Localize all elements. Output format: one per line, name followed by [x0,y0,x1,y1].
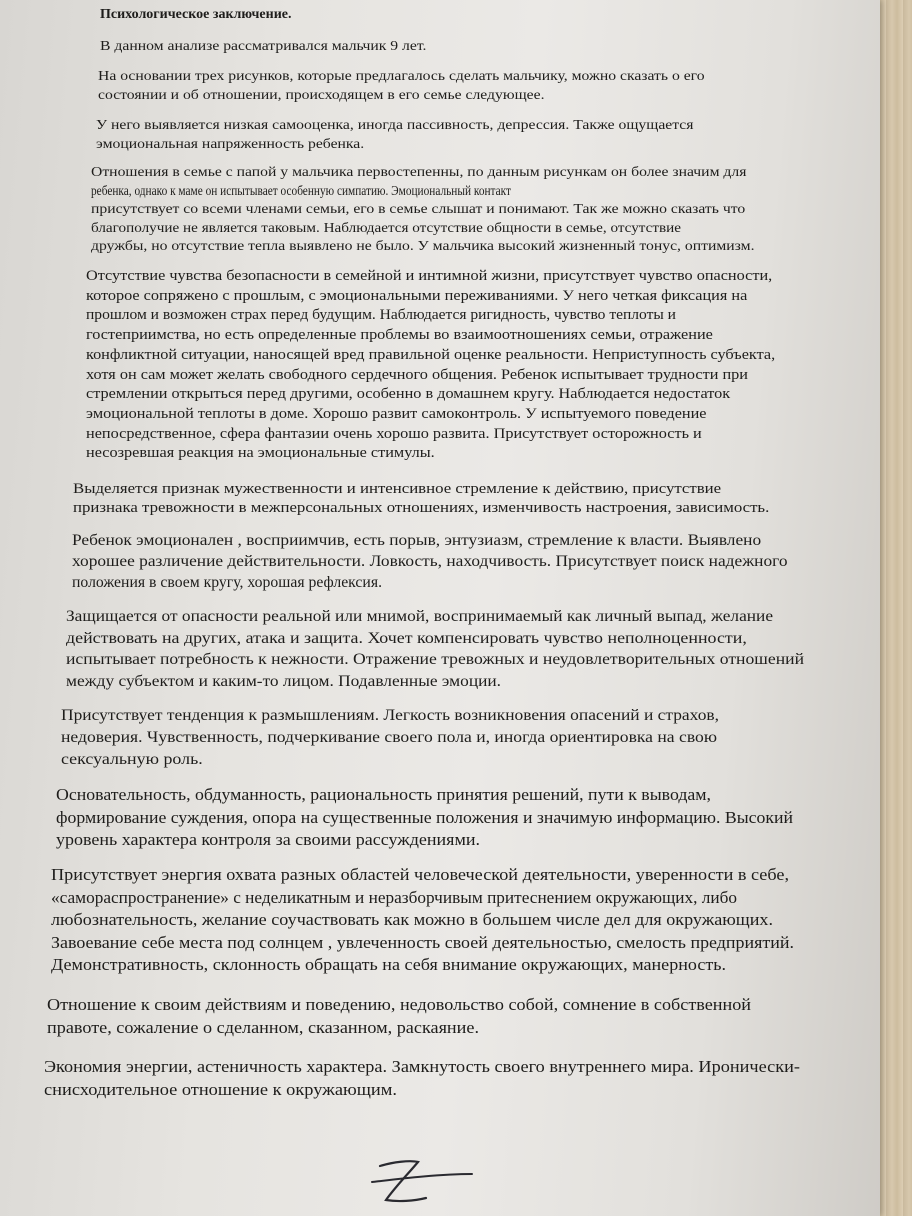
text-line: эмоциональная напряженность ребенка. [96,137,365,152]
text-line: испытывает потребность к нежности. Отражение тревожных и неудовлетворительных отношений [66,651,804,668]
text-line: Основательность, обдуманность, рациональность принятия решений, пути к выводам, [56,785,711,804]
text-line: присутствует со всеми членами семьи, его в семье слышат и понимают. Так же можно сказать что [91,202,746,217]
text-line: конфликтной ситуации, наносящей вред правильной оценке реальности. Неприступность субъекта, [86,346,776,363]
text-line: Ребенок эмоционален , восприимчив, есть порыв, энтузиазм, стремление к власти. Выявлено [72,532,762,549]
text-line: формирование суждения, опора на существенные положения и значимую информацию. Высокий [56,807,794,827]
text-line: действовать на других, атака и защита. Хочет компенсировать чувство неполноценности, [66,629,747,647]
text-line: Защищается от опасности реальной или мнимой, воспринимаемый как личный выпад, желание [66,608,774,625]
text-line: положения в своем кругу, хорошая рефлексия. [72,574,383,591]
text-line: несозревшая реакция на эмоциональные стимулы. [86,445,435,462]
text-line: между субъектом и каким-то лицом. Подавленные эмоции. [66,672,501,690]
text-line: Выделяется признак мужественности и интенсивное стремление к действию, присутствие [73,481,722,497]
text-line: ребенка, однако к маме он испытывает особенную симпатию. Эмоциональный контакт [91,183,511,199]
text-line: Присутствует тенденция к размышлениям. Легкость возникновения опасений и страхов, [61,707,720,724]
text-line: Присутствует энергия охвата разных областей человеческой деятельности, уверенности в себе, [51,865,790,884]
text-line: любознательность, желание соучаствовать как можно в большем числе дел для окружающих. [51,910,774,929]
handwritten-page-number [368,1152,478,1212]
text-line: сексуальную роль. [61,751,203,768]
text-line: Экономия энергии, астеничность характера. Замкнутость своего внутреннего мира. Иронически- [44,1057,800,1076]
text-line: На основании трех рисунков, которые предлагалось сделать мальчику, можно сказать о его [98,69,705,84]
text-line: непосредственное, сфера фантазии очень хорошо развита. Присутствует осторожность и [86,425,702,442]
text-line: Отсутствие чувства безопасности в семейной и интимной жизни, присутствует чувство опасности, [86,268,773,284]
text-line: недоверия. Чувственность, подчеркивание своего пола и, иногда ориентировка на свою [61,729,717,746]
text-line: У него выявляется низкая самооценка, иногда пассивность, депрессия. Также ощущается [96,118,694,133]
text-line: Отношение к своим действиям и поведению, недовольство собой, сомнение в собственной [47,995,752,1014]
text-line: признака тревожности в межперсональных отношениях, изменчивость настроения, зависимость. [73,500,770,516]
text-line: прошлом и возможен страх перед будущим. Наблюдается ригидность, чувство теплоты и [86,307,676,324]
text-line: В данном анализе рассматривался мальчик 9 лет. [100,39,427,54]
text-line: «самораспространение» с неделикатным и неразборчивым притеснением окружающих, либо [51,887,737,907]
text-line: Отношения в семье с папой у мальчика первостепенны, по данным рисункам он более значим для [91,165,747,180]
text-line: гостеприимства, но есть определенные проблемы во взаимоотношениях семьи, отражение [86,327,713,344]
text-line: Завоевание себе места под солнцем , увлеченность своей деятельностью, смелость предприятий. [51,932,795,952]
text-line: хорошее различение действительности. Ловкость, находчивость. Присутствует поиск надежного [72,553,788,570]
text-line: Демонстративность, склонность обращать на себя внимание окружающих, манерность. [51,955,727,974]
text-line: уровень характера контроля за своими рассуждениями. [56,830,481,849]
text-line: снисходительное отношение к окружающим. [44,1080,397,1099]
text-line: правоте, сожаление о сделанном, сказанном, раскаяние. [47,1018,480,1037]
text-line: эмоциональной теплоты в доме. Хорошо развит самоконтроль. У испытуемого поведение [86,405,707,422]
text-line: благополучие не является таковым. Наблюдается отсутствие общности в семье, отсутствие [91,220,682,236]
text-line: дружбы, но отсутствие тепла выявлено не было. У мальчика высокий жизненный тонус, оптимизм. [91,239,755,254]
text-line: состоянии и об отношении, происходящем в его семье следующее. [98,88,545,103]
text-line: стремлении открыться перед другими, особенно в домашнем кругу. Наблюдается недостаток [86,386,731,403]
text-line: хотя он сам может желать свободного сердечного общения. Ребенок испытывает трудности при [86,366,748,383]
text-line: которое сопряжено с прошлым, с эмоциональными переживаниями. У него четкая фиксация на [86,287,748,304]
document-title: Психологическое заключение. [100,7,292,22]
